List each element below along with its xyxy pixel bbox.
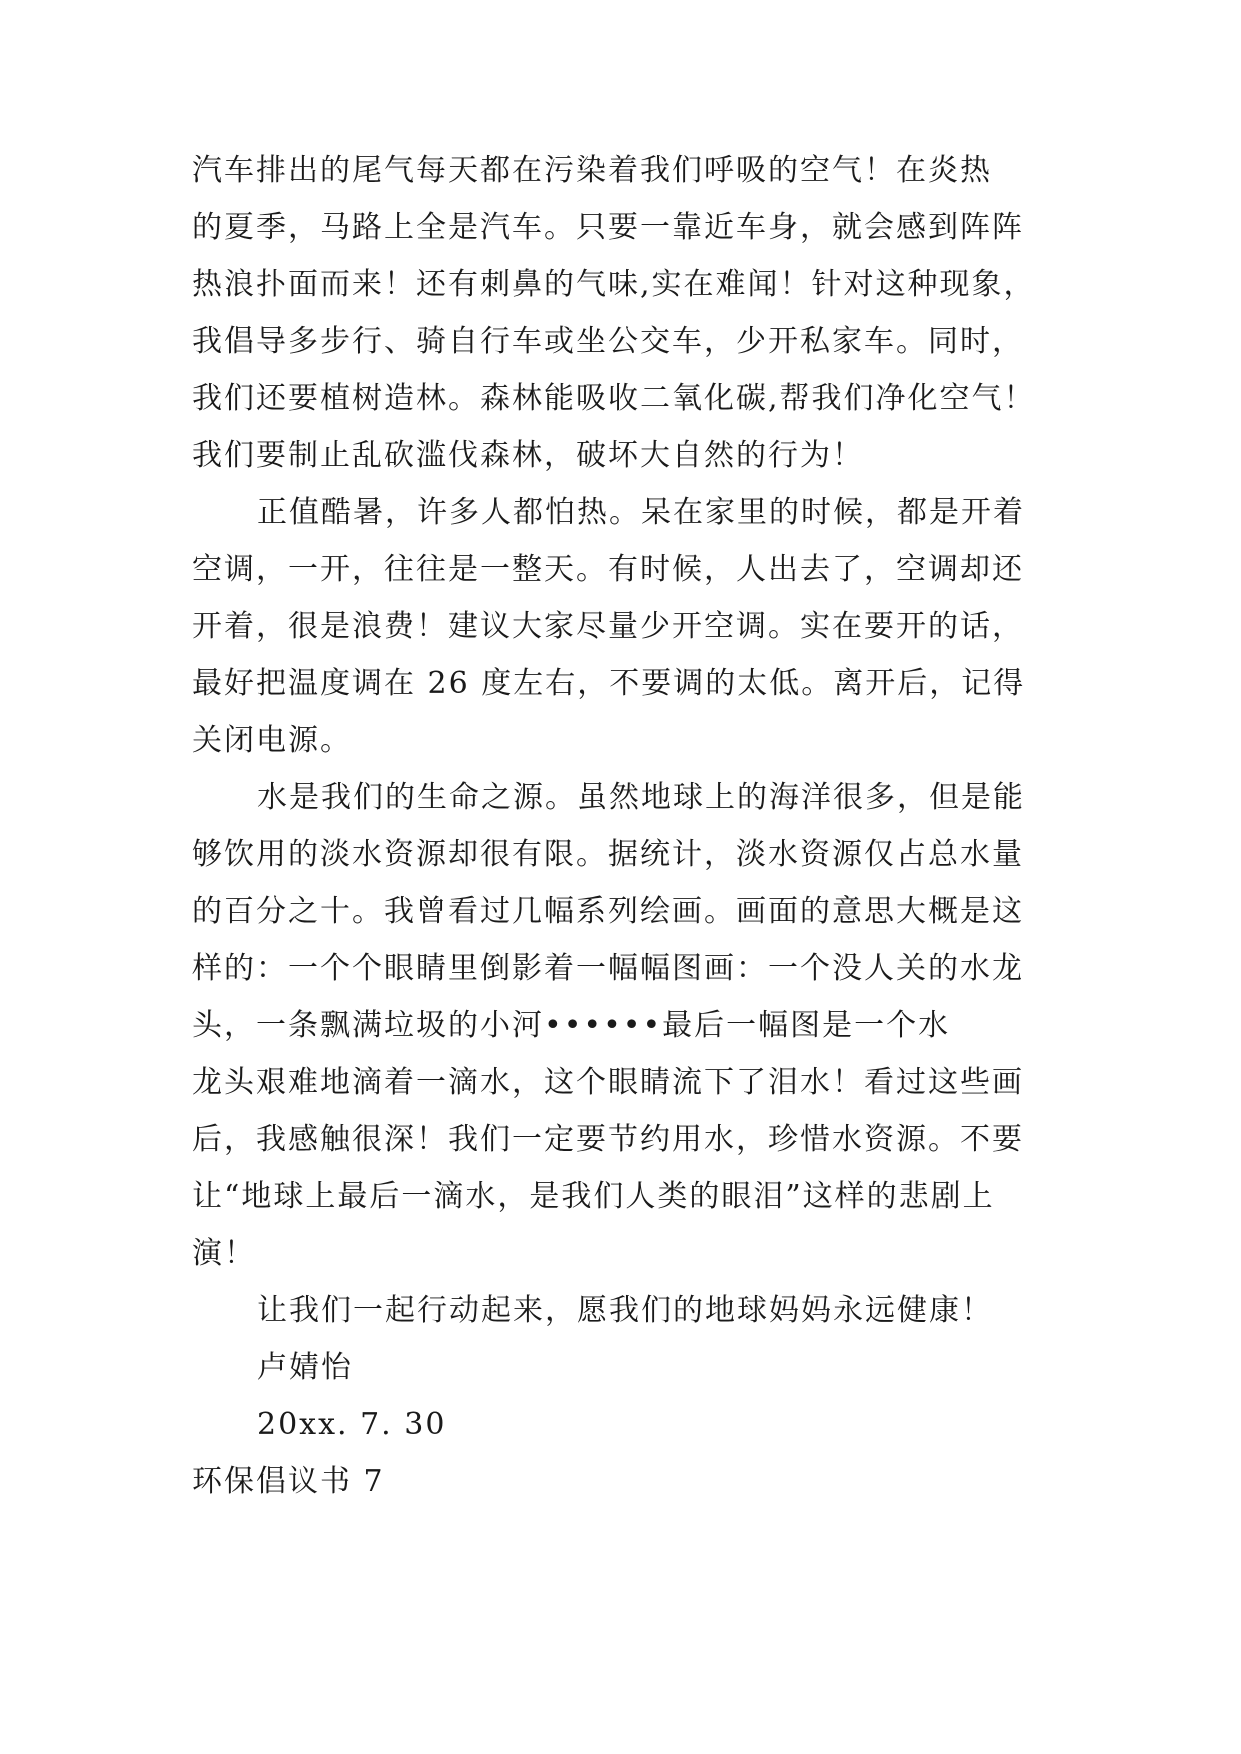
section-heading: 环保倡议书 7 <box>192 1464 385 1499</box>
paragraph-line: 让我们一起行动起来，愿我们的地球妈妈永远健康！ <box>257 1293 993 1328</box>
paragraph-line: 最好把温度调在 26 度左右，不要调的太低。离开后，记得 <box>192 666 1026 701</box>
paragraph-line: 龙头艰难地滴着一滴水，这个眼睛流下了泪水！看过这些画 <box>192 1065 1024 1100</box>
paragraph-line: 头，一条飘满垃圾的小河••••••最后一幅图是一个水 <box>192 1008 951 1043</box>
paragraph-line: 空调，一开，往往是一整天。有时候，人出去了，空调却还 <box>192 552 1024 587</box>
paragraph-line: 汽车排出的尾气每天都在污染着我们呼吸的空气！在炎热 <box>192 153 992 188</box>
paragraph-line: 水是我们的生命之源。虽然地球上的海洋很多，但是能 <box>257 780 1025 815</box>
paragraph-line: 开着，很是浪费！建议大家尽量少开空调。实在要开的话， <box>192 609 1024 644</box>
paragraph-line: 后，我感触很深！我们一定要节约用水，珍惜水资源。不要 <box>192 1122 1024 1157</box>
paragraph-line: 正值酷暑，许多人都怕热。呆在家里的时候，都是开着 <box>257 495 1025 530</box>
paragraph-line: 我倡导多步行、骑自行车或坐公交车，少开私家车。同时， <box>192 324 1024 359</box>
paragraph-line: 我们还要植树造林。森林能吸收二氧化碳,帮我们净化空气！ <box>192 381 1036 416</box>
paragraph-line: 让“地球上最后一滴水，是我们人类的眼泪”这样的悲剧上 <box>192 1179 995 1214</box>
paragraph-line: 演！ <box>192 1236 256 1271</box>
signature: 卢婧怡 <box>257 1350 353 1385</box>
paragraph-line: 够饮用的淡水资源却很有限。据统计，淡水资源仅占总水量 <box>192 837 1024 872</box>
paragraph-line: 热浪扑面而来！还有刺鼻的气味,实在难闻！针对这种现象， <box>192 267 1036 302</box>
paragraph-line: 的夏季，马路上全是汽车。只要一靠近车身，就会感到阵阵 <box>192 210 1024 245</box>
paragraph-line: 关闭电源。 <box>192 723 352 758</box>
paragraph-line: 样的：一个个眼睛里倒影着一幅幅图画：一个没人关的水龙 <box>192 951 1024 986</box>
paragraph-line: 我们要制止乱砍滥伐森林，破坏大自然的行为！ <box>192 438 864 473</box>
date: 20xx. 7. 30 <box>257 1407 447 1442</box>
paragraph-line: 的百分之十。我曾看过几幅系列绘画。画面的意思大概是这 <box>192 894 1024 929</box>
